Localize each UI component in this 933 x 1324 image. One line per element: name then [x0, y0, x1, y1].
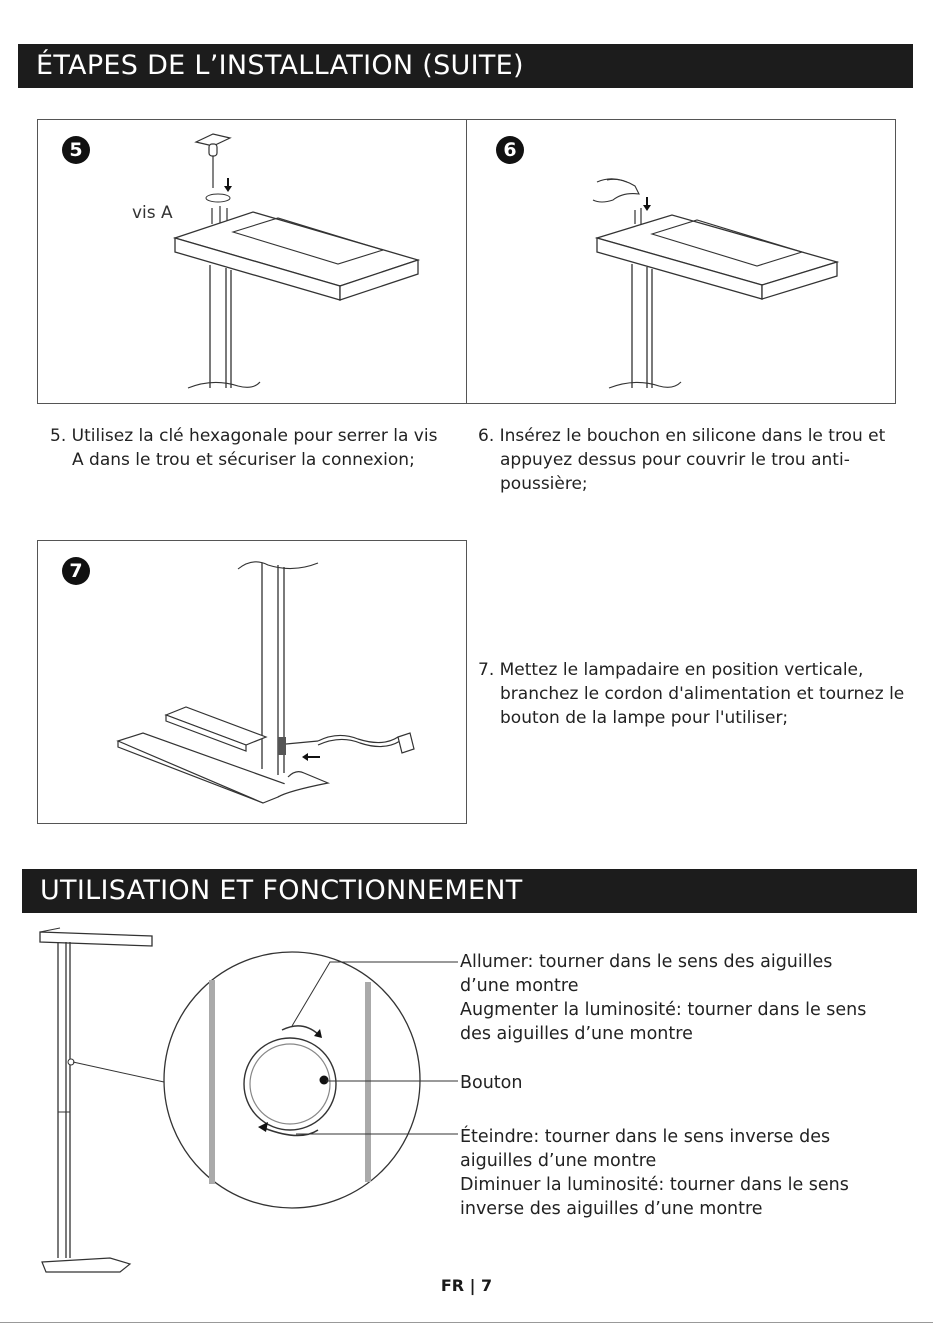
- lamp-head-screw-illustration: [38, 120, 468, 405]
- turn-on-line1: Allumer: tourner dans le sens des aiguilles: [460, 952, 833, 972]
- dim-line1: Diminuer la luminosité: tourner dans le sens: [460, 1175, 849, 1195]
- step6-text: Insérez le bouchon en silicone dans le trou et appuyez dessus pour couvrir le trou anti-poussière;: [499, 426, 886, 494]
- turn-on-line2: d’une montre: [460, 976, 579, 996]
- brighten-line1: Augmenter la luminosité: tourner dans le sens: [460, 1000, 867, 1020]
- section-title-installation: ÉTAPES DE L’INSTALLATION (SUITE): [18, 44, 913, 88]
- step6-number: 6.: [478, 426, 495, 446]
- step7-illustration-panel: [37, 540, 467, 824]
- section-title-usage: UTILISATION ET FONCTIONNEMENT: [22, 869, 917, 913]
- step7-text: Mettez le lampadaire en position verticale, branchez le cordon d'alimentation et tournez le bouton de la lampe pour l'utiliser;: [499, 660, 905, 728]
- turn-off-line1: Éteindre: tourner dans le sens inverse des: [460, 1127, 831, 1147]
- step6-instruction: [478, 424, 898, 496]
- lamp-base-power-cord-illustration: [38, 541, 468, 825]
- step7-number: 7.: [478, 660, 495, 680]
- lamp-head-plug-illustration: [467, 120, 897, 405]
- step5-instruction: [50, 424, 450, 472]
- step5-badge: 5: [62, 136, 90, 164]
- step5-text: Utilisez la clé hexagonale pour serrer la vis A dans le trou et sécuriser la connexion;: [71, 426, 438, 470]
- turn-off-line2: aiguilles d’une montre: [460, 1151, 657, 1171]
- step7-badge: 7: [62, 557, 90, 585]
- step5-number: 5.: [50, 426, 67, 446]
- step5-illustration-panel: [37, 119, 467, 404]
- step6-illustration-panel: [466, 119, 896, 404]
- brighten-line2: des aiguilles d’une montre: [460, 1024, 693, 1044]
- step6-badge: 6: [496, 136, 524, 164]
- bottom-divider: [0, 1322, 933, 1323]
- screw-a-label: vis A: [132, 203, 173, 223]
- dim-line2: inverse des aiguilles d’une montre: [460, 1199, 763, 1219]
- step7-instruction: [478, 658, 908, 730]
- callout-turn-off: [460, 1125, 910, 1221]
- page-number: FR | 7: [440, 1276, 493, 1295]
- callout-turn-on: [460, 950, 910, 1046]
- knob-label: Bouton: [460, 1073, 523, 1093]
